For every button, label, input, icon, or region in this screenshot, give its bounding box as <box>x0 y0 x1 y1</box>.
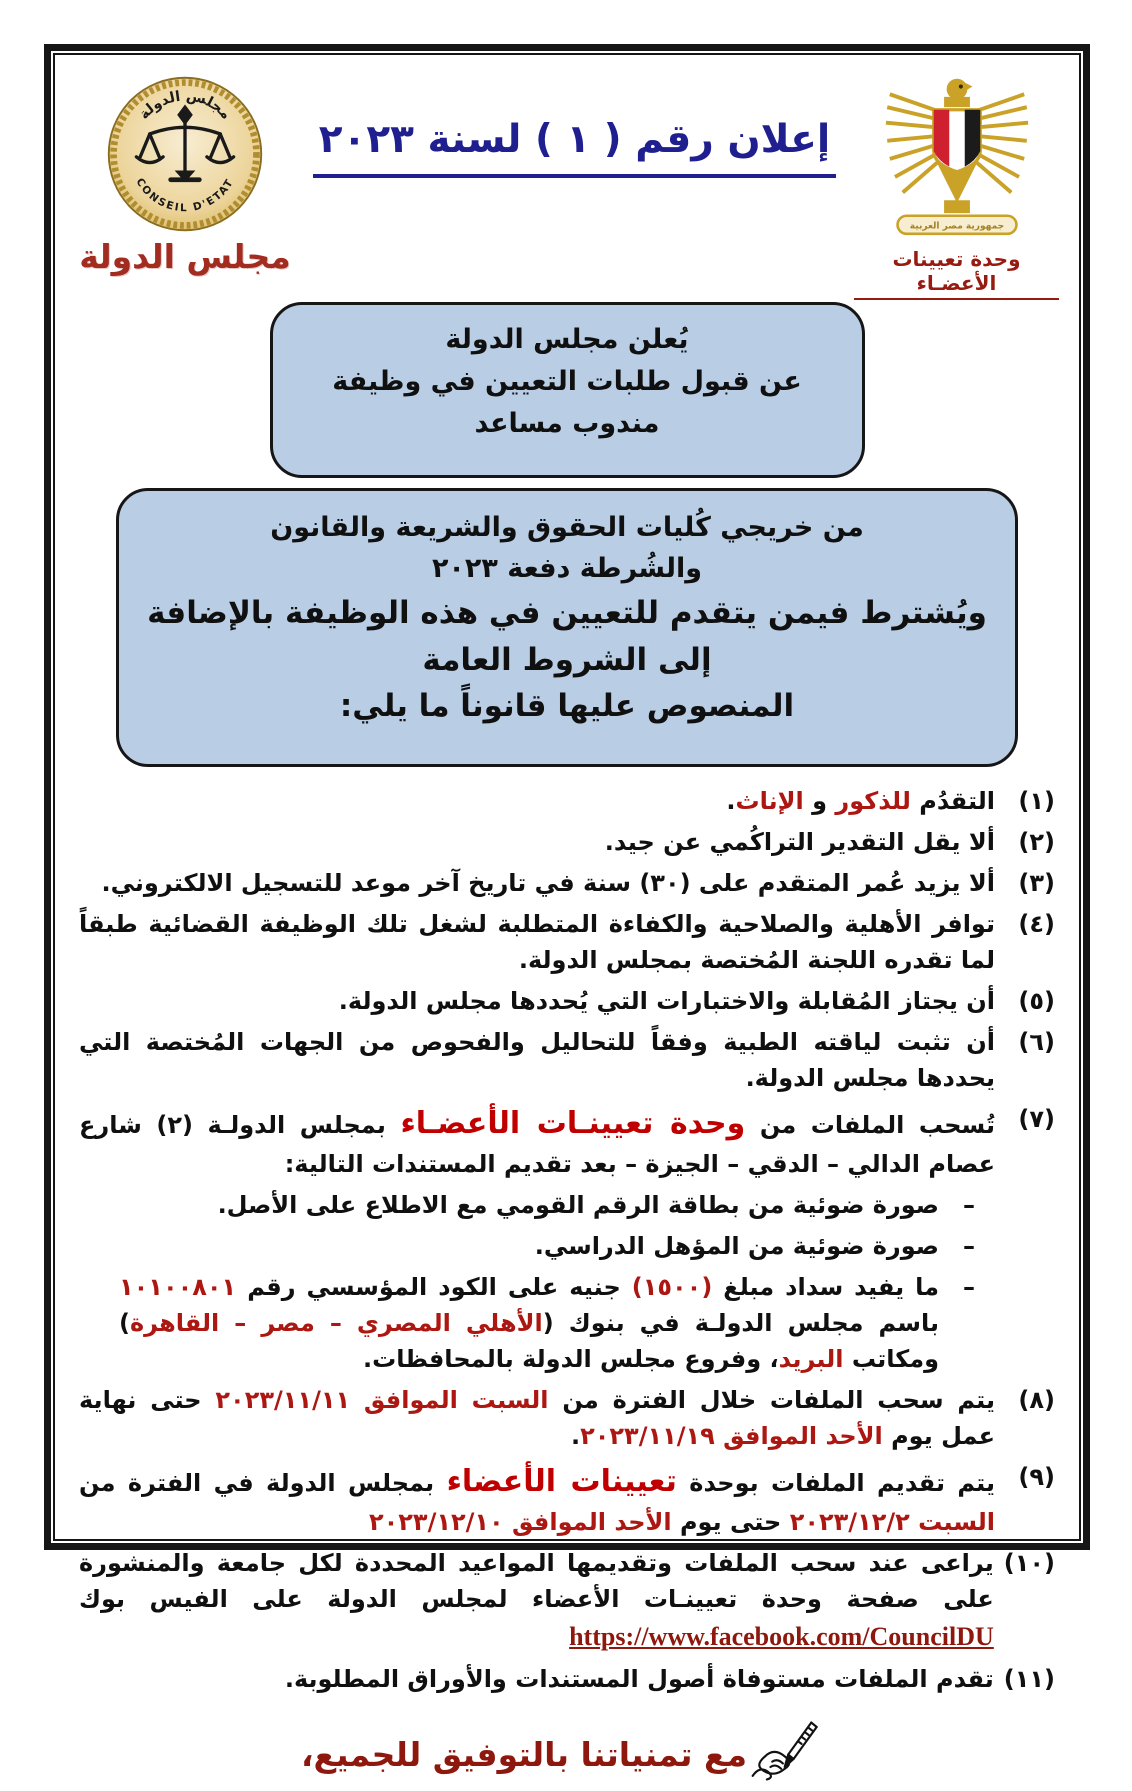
text-segment: تقدم الملفات مستوفاة أصول المستندات والأوراق المطلوبة. <box>284 1664 994 1693</box>
conseil-detat-seal-icon <box>104 73 266 235</box>
unit-label: وحدة تعيينات الأعضـاء <box>854 247 1059 300</box>
item-text <box>79 983 995 1019</box>
text-segment: تعيينات الأعضاء <box>446 1463 677 1499</box>
seal-arc-bottom-text: CONSEIL D'ETAT <box>133 176 237 215</box>
egypt-eagle-emblem-icon <box>878 71 1036 239</box>
list-item <box>79 783 1055 819</box>
dash-marker: – <box>963 1272 975 1301</box>
text-segment: يتم تقديم الملفات بوحدة <box>676 1468 995 1497</box>
list-item <box>79 1382 1055 1454</box>
item-text <box>79 1024 995 1096</box>
list-item <box>79 1024 1055 1096</box>
header <box>75 65 1059 300</box>
item-text <box>79 1101 995 1182</box>
list-item <box>79 906 1055 978</box>
sub-item <box>119 1187 975 1223</box>
announcement-line: عن قبول طلبات التعيين في وظيفة <box>332 365 802 397</box>
text-segment: صورة ضوئية من بطاقة الرقم القومي مع الاطلاع على الأصل. <box>217 1190 939 1219</box>
text-segment: ألا يزيد عُمر المتقدم على (٣٠) سنة في تاريخ آخر موعد للتسجيل الالكتروني. <box>101 868 995 897</box>
text-segment: أن تثبت لياقته الطبية وفقاً للتحاليل والفحوص من الجهات المُختصة التي يحددها مجلس الدولة. <box>79 1027 995 1092</box>
item-text <box>79 783 995 819</box>
text-segment: الأحد الموافق ٢٠٢٣/١٢/١٠ <box>368 1507 672 1536</box>
conditions-line: من خريجي كُليات الحقوق والشريعة والقانون <box>270 511 864 543</box>
item-text <box>79 1459 995 1540</box>
conditions-line: والشُرطة دفعة ٢٠٢٣ <box>431 553 703 585</box>
item-number: (٩) <box>1018 1462 1055 1491</box>
text-segment: التقدُم <box>910 786 995 815</box>
text-segment: الأحد الموافق ٢٠٢٣/١١/١٩ <box>580 1421 883 1450</box>
footer <box>75 1719 1059 1791</box>
dash-marker: – <box>963 1190 975 1219</box>
text-segment: البريد <box>778 1344 844 1373</box>
text-segment: ، وفروع مجلس الدولة بالمحافظات. <box>362 1344 779 1373</box>
text-segment: يتم سحب الملفات خلال الفترة من <box>548 1385 995 1414</box>
facebook-link[interactable]: https://www.facebook.com/CouncilDU <box>569 1621 994 1651</box>
item-text <box>79 906 995 978</box>
text-segment: حتى يوم <box>671 1507 790 1536</box>
text-segment: (١٥٠٠) <box>631 1272 713 1301</box>
sub-item <box>119 1228 975 1264</box>
emblem-banner-text: جمهورية مصر العربية <box>909 221 1004 232</box>
conditions-box <box>116 488 1018 767</box>
announcement-line: يُعلن مجلس الدولة <box>445 324 689 355</box>
seal-arc-top-text: مجلس الدولة <box>136 87 234 123</box>
text-segment: ) ومكاتب <box>119 1308 939 1373</box>
text-segment: ما يفيد سداد مبلغ <box>712 1272 940 1301</box>
text-segment: جنيه على الكود المؤسسي رقم <box>236 1272 632 1301</box>
text-segment: وحدة تعيينـات الأعضـاء <box>400 1105 746 1141</box>
item-number: (١) <box>1018 786 1055 815</box>
list-item <box>79 1101 1055 1182</box>
text-segment: السبت الموافق ٢٠٢٣/١١/١١ <box>215 1385 549 1414</box>
dash-marker: – <box>963 1231 975 1260</box>
list-item <box>79 1545 1055 1656</box>
item-text <box>79 865 995 901</box>
signature-text: مع تمنياتنا بالتوفيق للجميع، <box>301 1735 748 1775</box>
item-text <box>119 1187 939 1223</box>
text-segment: ١٠١٠٠٨٠١ <box>119 1272 237 1301</box>
text-segment: صورة ضوئية من المؤهل الدراسي. <box>534 1231 939 1260</box>
item-number: (٢) <box>1018 827 1055 856</box>
text-segment: تُسحب الملفات من <box>745 1110 995 1139</box>
item-number: (٥) <box>1018 986 1055 1015</box>
item-text <box>119 1269 939 1377</box>
sub-item <box>119 1269 975 1377</box>
item-text <box>79 824 995 860</box>
item-number: (١١) <box>1003 1664 1055 1693</box>
item-number: (٦) <box>1018 1027 1055 1056</box>
conditions-line-emphasis: المنصوص عليها قانوناً ما يلي: <box>339 688 795 725</box>
text-segment: للذكور <box>835 786 911 815</box>
text-segment: . <box>726 786 736 815</box>
text-segment: باسم مجلس الدولـة في بنوك ( <box>542 1308 939 1337</box>
title-column <box>295 65 854 178</box>
hand-pen-icon <box>747 1719 833 1783</box>
item-number: (٣) <box>1018 868 1055 897</box>
text-segment: توافر الأهلية والصلاحية والكفاءة المتطلبة لشغل تلك الوظيفة القضائية طبقاً لما تقدره اللجنة المُختصة بمجلس الدولة. <box>79 909 995 974</box>
text-segment: يراعى عند سحب الملفات وتقديمها المواعيد المحددة لكل جامعة والمنشورة على صفحة وحدة تعيينـات الأعضاء لمجلس الدولة على الفيس بوك <box>79 1548 994 1613</box>
item-text <box>79 1382 995 1454</box>
text-segment: الإناث <box>735 786 804 815</box>
announcement-box <box>270 302 865 478</box>
list-item <box>79 865 1055 901</box>
item-number: (١٠) <box>1003 1548 1055 1577</box>
text-segment: حتى نهاية عمل يوم <box>79 1385 995 1450</box>
seal-calligraphy: مجلس الدولة <box>79 237 291 276</box>
list-item <box>79 983 1055 1019</box>
item-text <box>79 1661 994 1697</box>
list-item <box>79 824 1055 860</box>
text-segment: السبت ٢٠٢٣/١٢/٢ <box>789 1507 995 1536</box>
announcement-line: مندوب مساعد <box>474 407 660 439</box>
emblem-column <box>854 65 1059 300</box>
text-segment: الأهلي المصري – مصر – القاهرة <box>129 1308 543 1337</box>
item-number: (٧) <box>1018 1104 1055 1133</box>
text-segment: و <box>803 786 836 815</box>
item-number: (٨) <box>1018 1385 1055 1414</box>
text-segment: بمجلس الدولـة (٢) شارع عصام الدالي – الدقي – الجيزة – بعد تقديم المستندات التالية: <box>79 1110 995 1178</box>
page-title: إعلان رقم ( ١ ) لسنة ٢٠٢٣ <box>313 117 837 178</box>
item-number: (٤) <box>1018 909 1055 938</box>
item-text <box>79 1545 994 1656</box>
page-border-inner <box>53 53 1081 1775</box>
item-text <box>119 1228 939 1264</box>
list-item <box>79 1459 1055 1540</box>
list-item <box>79 1661 1055 1697</box>
text-segment: بمجلس الدولة في الفترة من <box>79 1468 447 1497</box>
conditions-list <box>79 783 1055 1697</box>
seal-column <box>75 65 295 276</box>
text-segment: أن يجتاز المُقابلة والاختبارات التي يُحددها مجلس الدولة. <box>338 986 995 1015</box>
page-border-outer <box>44 44 1090 1775</box>
text-segment: ألا يقل التقدير التراكُمي عن جيد. <box>604 827 995 856</box>
text-segment: . <box>570 1421 581 1450</box>
conditions-line-emphasis: ويُشترط فيمن يتقدم للتعيين في هذه الوظيفة بالإضافة إلى الشروط العامة <box>147 595 987 678</box>
